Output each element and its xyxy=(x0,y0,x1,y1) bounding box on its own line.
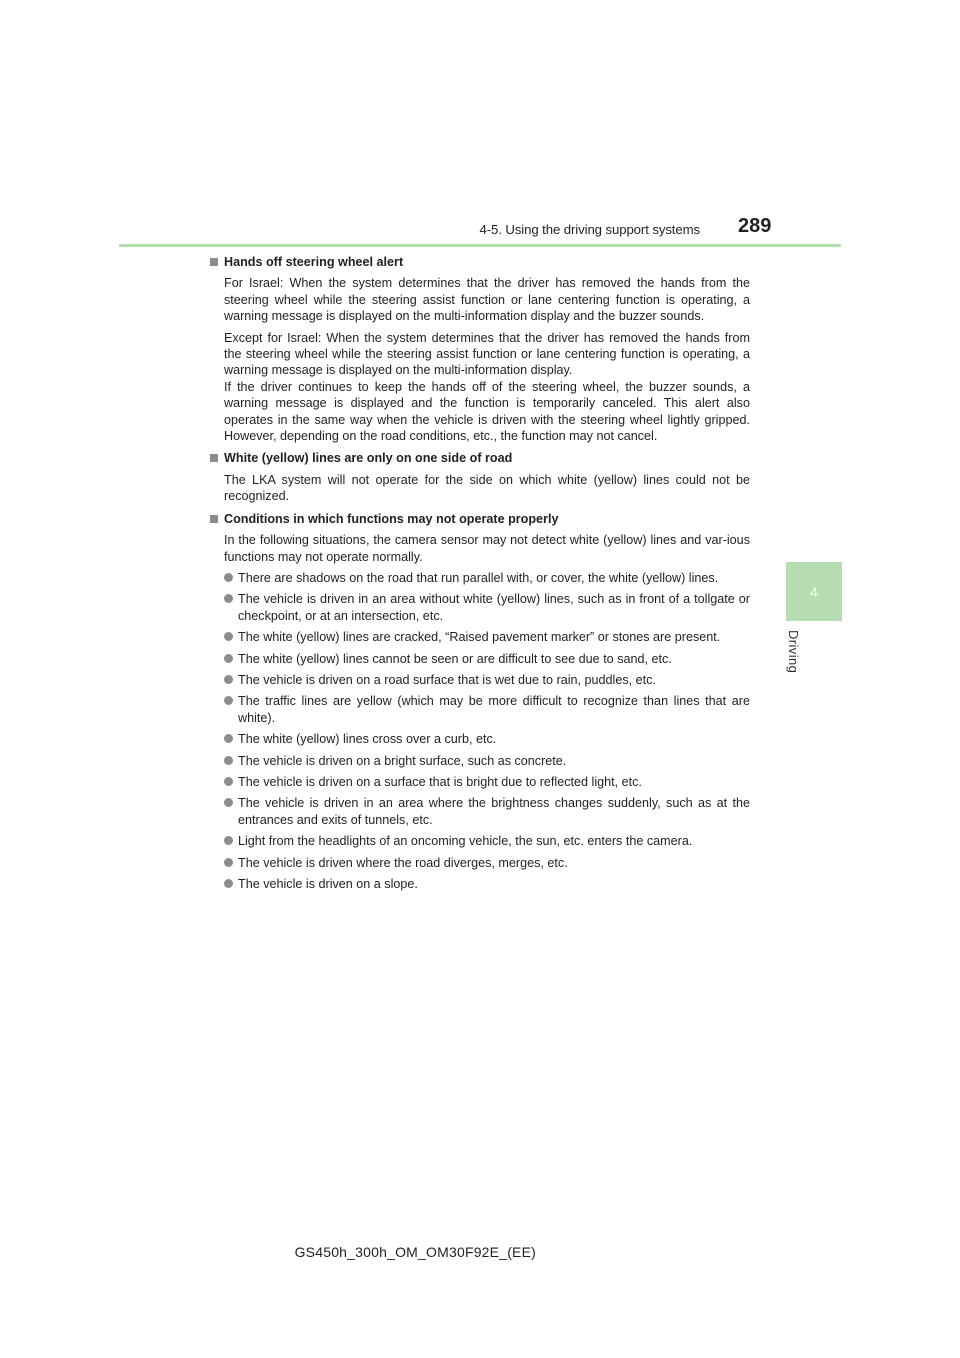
paragraph: The LKA system will not operate for the side on which white (yellow) lines could not be recognized. xyxy=(224,472,750,504)
list-item-text: The vehicle is driven on a surface that is bright due to reflected light, etc. xyxy=(238,774,642,789)
list-item xyxy=(210,629,750,645)
chapter-number: 4 xyxy=(810,583,818,600)
section-heading-text: Conditions in which functions may not operate properly xyxy=(224,511,559,526)
round-bullet-icon xyxy=(224,632,233,641)
paragraph: If the driver continues to keep the hands off of the steering wheel, the buzzer sounds, a warning message is displayed and the function is temporarily canceled. This alert also operates in the same way when the vehicle is driven with the steering wheel lightly gripped. However, depending on the road conditions, etc., the function may not cancel. xyxy=(224,379,750,444)
section-title: 4-5. Using the driving support systems xyxy=(479,222,700,237)
section-heading xyxy=(210,254,750,270)
paragraph: Except for Israel: When the system determines that the driver has removed the hands from the steering wheel while the steering assist function or lane centering function is operating, a warning message is displayed on the multi-information display. xyxy=(224,330,750,378)
list-item xyxy=(210,774,750,790)
list-item-text: The white (yellow) lines cannot be seen or are difficult to see due to sand, etc. xyxy=(238,651,672,666)
round-bullet-icon xyxy=(224,696,233,705)
section-heading-text: Hands off steering wheel alert xyxy=(224,255,404,269)
section-hands-off-alert xyxy=(210,254,750,444)
section-one-side-lines xyxy=(210,450,750,504)
document-code: GS450h_300h_OM_OM30F92E_(EE) xyxy=(294,1244,536,1260)
header-divider xyxy=(119,244,841,247)
round-bullet-icon xyxy=(224,879,233,888)
square-bullet-icon xyxy=(210,515,218,523)
section-heading-text: White (yellow) lines are only on one side of road xyxy=(224,451,513,466)
round-bullet-icon xyxy=(224,858,233,867)
list-item-text: The vehicle is driven where the road diverges, merges, etc. xyxy=(238,855,568,870)
list-item-text: The vehicle is driven in an area without white (yellow) lines, such as in front of a tollgate or checkpoint, or at an intersection, etc. xyxy=(238,592,750,623)
conditions-list xyxy=(210,570,750,893)
chapter-label: Driving xyxy=(786,630,801,674)
round-bullet-icon xyxy=(224,756,233,765)
list-item-text: The white (yellow) lines cross over a curb, etc. xyxy=(238,732,497,747)
list-item xyxy=(210,731,750,747)
round-bullet-icon xyxy=(224,734,233,743)
paragraph: In the following situations, the camera sensor may not detect white (yellow) lines and var-ious functions may not operate normally. xyxy=(224,533,750,564)
list-item xyxy=(210,693,750,726)
paragraph: For Israel: When the system determines that the driver has removed the hands from the steering wheel while the steering assist function or lane centering function is operating, a warning message is displayed on the multi-information display and the buzzer sounds. xyxy=(224,276,750,324)
list-item-text: There are shadows on the road that run parallel with, or cover, the white (yellow) lines. xyxy=(238,570,719,585)
list-item-text: The traffic lines are yellow (which may be more difficult to recognize than lines that are white). xyxy=(238,694,750,725)
list-item xyxy=(210,833,750,849)
round-bullet-icon xyxy=(224,798,233,807)
round-bullet-icon xyxy=(224,594,233,603)
list-item-text: The vehicle is driven on a road surface that is wet due to rain, puddles, etc. xyxy=(238,672,656,687)
list-item-text: Light from the headlights of an oncoming vehicle, the sun, etc. enters the camera. xyxy=(238,834,693,849)
list-item xyxy=(210,672,750,688)
list-item-text: The vehicle is driven in an area where the brightness changes suddenly, such as at the entrances and exits of tunnels, etc. xyxy=(238,796,750,827)
list-item xyxy=(210,651,750,667)
round-bullet-icon xyxy=(224,654,233,663)
list-item xyxy=(210,591,750,624)
page-number: 289 xyxy=(738,215,772,237)
list-item xyxy=(210,876,750,892)
round-bullet-icon xyxy=(224,836,233,845)
section-conditions xyxy=(210,511,750,893)
round-bullet-icon xyxy=(224,573,233,582)
page-content xyxy=(210,254,750,898)
list-item-text: The vehicle is driven on a slope. xyxy=(238,877,418,891)
list-item-text: The white (yellow) lines are cracked, “Raised pavement marker” or stones are present. xyxy=(238,630,721,645)
square-bullet-icon xyxy=(210,258,218,266)
round-bullet-icon xyxy=(224,777,233,786)
list-item xyxy=(210,795,750,828)
list-item xyxy=(210,570,750,586)
square-bullet-icon xyxy=(210,454,218,462)
chapter-tab xyxy=(786,562,842,621)
section-heading xyxy=(210,511,750,527)
round-bullet-icon xyxy=(224,675,233,684)
list-item xyxy=(210,753,750,769)
list-item xyxy=(210,855,750,871)
section-heading xyxy=(210,450,750,466)
list-item-text: The vehicle is driven on a bright surface, such as concrete. xyxy=(238,753,567,768)
